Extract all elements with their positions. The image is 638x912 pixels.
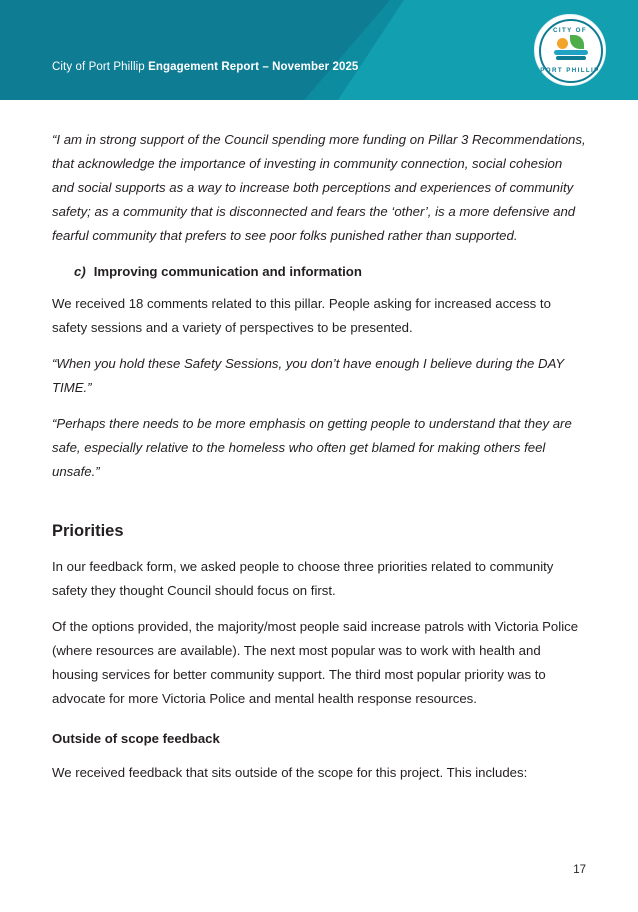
page-number: 17 [573,864,586,876]
paragraph-outside-scope-intro: We received feedback that sits outside of the scope for this project. This includes: [52,765,528,780]
logo-crest-icon [553,35,589,65]
header-org-name: City of Port Phillip [52,61,149,73]
wave-icon [554,50,588,55]
section-heading-priorities: Priorities [52,522,124,540]
paragraph-pillar-comments: We received 18 comments related to this pillar. People asking for increased access to safety sessions and a variety of perspectives to be presented. [52,296,551,335]
subheading-outside-of-scope: Outside of scope feedback [52,731,220,746]
quote-block-2: “When you hold these Safety Sessions, you don’t have enough I believe during the DAY TIME.” [52,356,564,395]
page-content [0,100,638,797]
sun-icon [557,38,568,49]
subheading-label: Improving communication and information [93,264,362,279]
subheading-improving-communication [74,260,586,284]
wave-icon-secondary [556,56,586,60]
quote-block-1: “I am in strong support of the Council spending more funding on Pillar 3 Recommendations, that acknowledge the importance of investing in community connection, social cohesion and social supports as a way to increase both perceptions and experiences of community safety; as a community that is disconnected and fears the ‘other’, is a more defensive and fearful community that prefers to see poor folks punished rather than supported. [52,132,586,243]
header-title [52,61,358,73]
paragraph-feedback-form: In our feedback form, we asked people to choose three priorities related to community safety they thought Council should focus on first. [52,559,554,598]
page-header [0,0,638,100]
logo-bottom-text: PORT PHILLIP [540,67,600,74]
header-wedge-dark [0,0,390,100]
quote-block-3: “Perhaps there needs to be more emphasis on getting people to understand that they are safe, especially relative to the homeless who often get blamed for making others feel unsafe.” [52,416,572,479]
logo-top-text: CITY OF [552,27,588,34]
city-of-port-phillip-logo [534,14,606,86]
leaf-icon [570,35,584,49]
header-report-title: Engagement Report – November 2025 [148,61,359,73]
subheading-marker: c) [74,264,86,279]
paragraph-priority-results: Of the options provided, the majority/most people said increase patrols with Victoria Police (where resources are available). The next most popular was to work with health and housing services for better community support. The third most popular priority was to advocate for more Victoria Police and mental health response resources. [52,619,579,706]
